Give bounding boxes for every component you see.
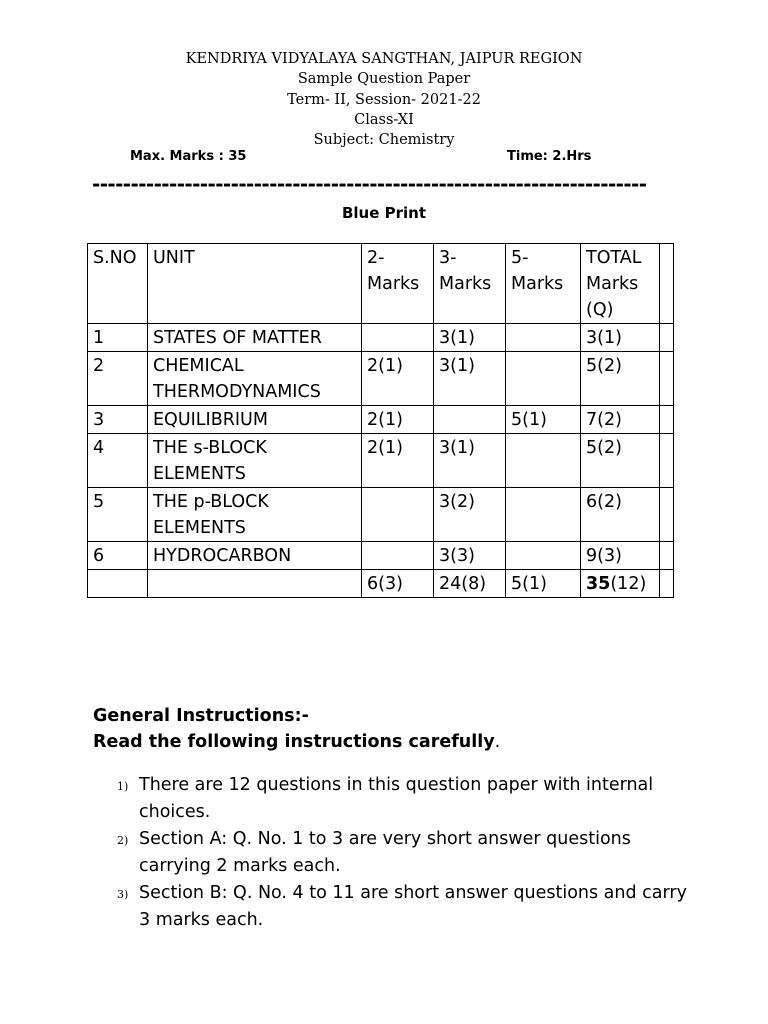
cell-sno: 3	[88, 406, 148, 434]
header-2-marks: 2-Marks	[362, 244, 434, 324]
cell-sno: 2	[88, 352, 148, 406]
list-item	[117, 880, 697, 934]
empty-cell	[660, 244, 674, 324]
cell-5-marks	[506, 542, 581, 570]
divider-line: ------------------------------------------------------------------------	[92, 172, 647, 196]
instruction-list	[117, 772, 697, 934]
cell-2-marks	[362, 488, 434, 542]
cell-5-marks	[506, 434, 581, 488]
empty-cell	[660, 542, 674, 570]
totals-row	[88, 570, 674, 598]
cell-2-marks: 2(1)	[362, 434, 434, 488]
header-sno: S.NO	[88, 244, 148, 324]
list-item-number: 2)	[117, 834, 129, 847]
cell-sno: 1	[88, 324, 148, 352]
list-item	[117, 826, 697, 880]
cell-3-marks	[434, 406, 506, 434]
subject: Subject: Chemistry	[313, 132, 455, 149]
cell-3-marks: 3(1)	[434, 324, 506, 352]
cell-sno: 4	[88, 434, 148, 488]
list-item-number: 3)	[117, 888, 129, 901]
grand-total	[581, 570, 660, 598]
header-3-marks: 3-Marks	[434, 244, 506, 324]
empty-cell	[660, 488, 674, 542]
cell-sno: 6	[88, 542, 148, 570]
table-row	[88, 488, 674, 542]
empty-cell	[660, 434, 674, 488]
list-item-text: Section A: Q. No. 1 to 3 are very short answer questions carrying 2 marks each.	[139, 829, 631, 876]
cell-sno: 5	[88, 488, 148, 542]
cell-total: 7(2)	[581, 406, 660, 434]
max-marks: Max. Marks : 35	[130, 149, 247, 164]
table-header-row	[88, 244, 674, 324]
grand-total-questions: (12)	[610, 574, 647, 594]
header-5-marks: 5-Marks	[506, 244, 581, 324]
list-item-text: There are 12 questions in this question paper with internal choices.	[139, 775, 654, 822]
empty-cell	[660, 570, 674, 598]
list-item	[117, 772, 697, 826]
empty-cell	[148, 570, 362, 598]
total-5-marks: 5(1)	[506, 570, 581, 598]
cell-3-marks: 3(1)	[434, 434, 506, 488]
cell-2-marks: 2(1)	[362, 406, 434, 434]
cell-unit: THE s-BLOCK ELEMENTS	[148, 434, 362, 488]
list-item-text: Section B: Q. No. 4 to 11 are short answer questions and carry 3 marks each.	[139, 883, 687, 930]
cell-5-marks	[506, 352, 581, 406]
cell-total: 6(2)	[581, 488, 660, 542]
cell-5-marks	[506, 488, 581, 542]
blueprint-title: Blue Print	[341, 204, 427, 222]
paper-header	[0, 49, 768, 150]
session: Term- II, Session- 2021-22	[287, 91, 481, 108]
table-row	[88, 542, 674, 570]
instructions-subtitle-text: Read the following instructions carefully	[93, 732, 495, 752]
cell-2-marks: 2(1)	[362, 352, 434, 406]
cell-total: 3(1)	[581, 324, 660, 352]
organization-name: KENDRIYA VIDYALAYA SANGTHAN, JAIPUR REGION	[185, 51, 583, 67]
header-unit: UNIT	[148, 244, 362, 324]
table-row	[88, 406, 674, 434]
cell-2-marks	[362, 324, 434, 352]
table-row	[88, 434, 674, 488]
instructions-title: General Instructions:-	[93, 706, 309, 726]
cell-unit: STATES OF MATTER	[148, 324, 362, 352]
instructions-subtitle-period: .	[494, 732, 501, 752]
table-row	[88, 324, 674, 352]
instructions-subtitle	[93, 732, 500, 752]
cell-total: 5(2)	[581, 434, 660, 488]
total-2-marks: 6(3)	[362, 570, 434, 598]
cell-unit: EQUILIBRIUM	[148, 406, 362, 434]
cell-total: 5(2)	[581, 352, 660, 406]
cell-2-marks	[362, 542, 434, 570]
empty-cell	[660, 352, 674, 406]
total-3-marks: 24(8)	[434, 570, 506, 598]
empty-cell	[660, 324, 674, 352]
class: Class-XI	[354, 111, 414, 128]
empty-cell	[88, 570, 148, 598]
empty-cell	[660, 406, 674, 434]
cell-3-marks: 3(1)	[434, 352, 506, 406]
cell-unit: HYDROCARBON	[148, 542, 362, 570]
paper-type: Sample Question Paper	[297, 71, 471, 88]
blueprint-table	[87, 243, 674, 598]
list-item-number: 1)	[117, 780, 129, 793]
grand-total-marks: 35	[586, 574, 611, 594]
cell-total: 9(3)	[581, 542, 660, 570]
cell-unit: THE p-BLOCK ELEMENTS	[148, 488, 362, 542]
cell-3-marks: 3(2)	[434, 488, 506, 542]
cell-unit: CHEMICAL THERMODYNAMICS	[148, 352, 362, 406]
cell-5-marks	[506, 324, 581, 352]
time-allowed: Time: 2.Hrs	[507, 149, 592, 164]
cell-5-marks: 5(1)	[506, 406, 581, 434]
table-row	[88, 352, 674, 406]
cell-3-marks: 3(3)	[434, 542, 506, 570]
header-total: TOTAL Marks (Q)	[581, 244, 660, 324]
